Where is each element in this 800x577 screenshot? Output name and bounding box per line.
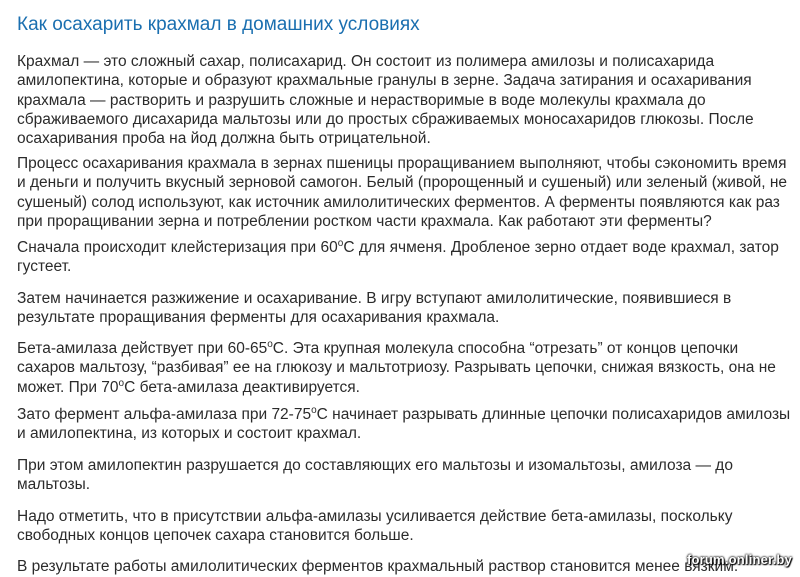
paragraph-2 (17, 154, 793, 231)
text-line: сушеный) солод используют, как источник амилолитических ферментов. А ферменты появляются как раз (17, 193, 780, 211)
text-line: осахаривания проба на йод должна быть отрицательной. (17, 130, 431, 148)
text-line: при проращивании зерна и потреблении ростком части крахмала. Как работают эти ферменты? (17, 212, 712, 230)
text-line: сахаров мальтозу, “разбивая” ее на глюкозу и мальтотриозу. Разрывать цепочки, снижая вязкость, она не (17, 359, 776, 377)
text-line: В результате работы амилолитических ферментов крахмальный раствор становится менее вязким. (17, 558, 739, 575)
text-line: и деньги и получить вкусный зерновой самогон. Белый (пророщенный и сушеный) или зеленый (живой, не (17, 174, 788, 192)
article-title: Как осахарить крахмал в домашних условиях (17, 14, 420, 35)
degree-sign: o (267, 338, 273, 350)
text-line: Бета-амилаза действует при 60-65$^o$С. Эта крупная молекула способна “отрезать” от концов цепочки (17, 338, 739, 357)
text-line: может. При 70$^o$С бета-амилаза деактивируется. (17, 377, 360, 396)
text-line: мальтозы. (17, 476, 91, 494)
watermark: forum.onliner.by (686, 552, 792, 567)
text-line: Процесс осахаривания крахмала в зернах пшеницы проращиванием выполняют, чтобы сэкономить время (17, 155, 787, 172)
paragraph-6 (17, 405, 793, 444)
text-line: Сначала происходит клейстеризация при 60$^o$С для ячменя. Дробленое зерно отдает воде крахмал, затор (17, 237, 779, 256)
text-line: крахмала — растворить и разрушить сложные и нерастворимые в воде молекулы крахмала до (17, 91, 706, 109)
degree-sign: o (311, 404, 317, 416)
paragraph-5 (17, 339, 793, 397)
text-line: густеет. (17, 258, 72, 276)
degree-sign: o (337, 237, 344, 249)
paragraph-9 (17, 557, 793, 576)
text-line: сбраживаемого дисахарида мальтозы или до простых сбраживаемых моносахаридов глюкозы. После (17, 110, 754, 128)
text-line: Крахмал — это сложный сахар, полисахарид. Он состоит из полимера амилозы и полисахарида (17, 53, 715, 70)
text-line: свободных концов цепочек сахара становится больше. (17, 527, 414, 545)
paragraph-8 (17, 507, 793, 546)
text-line: Затем начинается разжижение и осахаривание. В игру вступают амилолитические, появившиеся в (17, 290, 732, 307)
text-line: Зато фермент альфа-амилаза при 72-75$^o$С начинает разрывать длинные цепочки полисахаридов амилозы (17, 404, 791, 423)
paragraph-3 (17, 238, 793, 277)
paragraph-7 (17, 456, 793, 495)
text-line: При этом амилопектин разрушается до составляющих его мальтозы и изомальтозы, амилоза — до (17, 457, 733, 474)
text-line: и амилопектина, из которых и состоит крахмал. (17, 425, 362, 443)
text-line: результате проращивания ферменты для осахаривания крахмала. (17, 309, 500, 327)
text-line: Надо отметить, что в присутствии альфа-амилазы усиливается действие бета-амилазы, поскольку (17, 508, 733, 525)
degree-sign: o (118, 377, 125, 389)
paragraph-4 (17, 289, 793, 328)
paragraph-1 (17, 52, 793, 148)
text-line: амилопектина, которые и образуют крахмальные гранулы в зерне. Задача затирания и осахаривания (17, 72, 752, 90)
